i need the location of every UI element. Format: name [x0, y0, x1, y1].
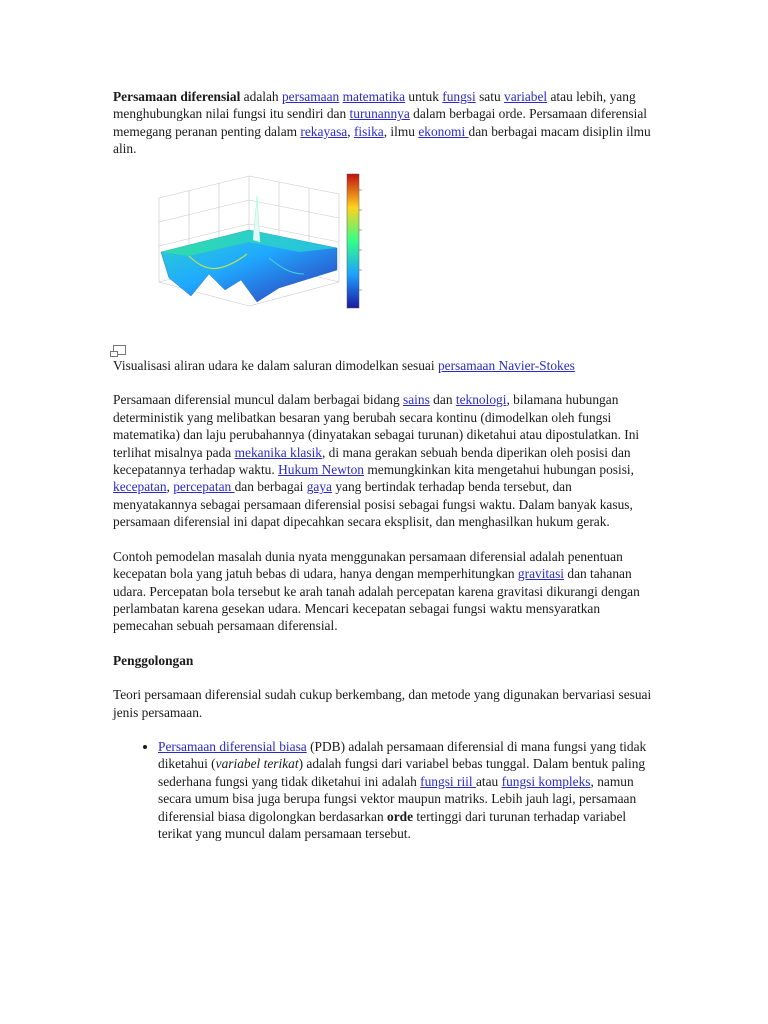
- text: dan berbagai macam disiplin ilmu alin.: [113, 123, 651, 157]
- text: , ilmu: [383, 123, 419, 139]
- text: memungkinkan kita mengetahui hubungan posisi,: [364, 462, 635, 478]
- list-item: [158, 738, 658, 842]
- text: , bilamana hubungan deterministik yang melibatkan besaran yang berubah secara kontinu (dimodelkan oleh fungsi matematika) dan laju perubahannya (dinyatakan sebagai turunan) diketahui atau dipostulatkan. Ini terlihat misalnya pada: [113, 392, 640, 460]
- link-ekonomi[interactable]: ekonomi: [418, 123, 469, 139]
- classification-list: [113, 738, 658, 842]
- text: ) adalah fungsi dari variabel bebas tunggal. Dalam bentuk paling sederhana fungsi yang tidak diketahui ini adalah: [158, 756, 646, 789]
- link-persamaan[interactable]: persamaan: [281, 89, 340, 104]
- text: ,: [347, 123, 354, 139]
- link-pdb[interactable]: Persamaan diferensial biasa: [158, 738, 307, 754]
- term-bold: Persamaan diferensial: [113, 89, 241, 104]
- text: (PDB) adalah persamaan diferensial di mana fungsi yang tidak diketahui (: [158, 738, 647, 772]
- text: Contoh pemodelan masalah dunia nyata menggunakan persamaan diferensial adalah penentuan kecepatan bola yang jatuh bebas di udara, hanya dengan memperhitungkan: [113, 548, 623, 582]
- text: , namun secara umum bisa juga berupa fungsi vektor maupun matriks. Lebih jauh lagi, persamaan diferensial biasa digolongkan berdasarkan: [158, 773, 637, 824]
- velocity-spike: [253, 196, 260, 242]
- text: atau: [475, 773, 502, 789]
- paragraph-2: [113, 391, 658, 530]
- text: untuk: [405, 89, 443, 104]
- link-hukum-newton[interactable]: Hukum Newton: [278, 462, 364, 478]
- section-paragraph: Teori persamaan diferensial sudah cukup berkembang, dan metode yang digunakan bervariasi sesuai jenis persamaan.: [113, 687, 652, 720]
- text: adalah: [240, 89, 282, 104]
- article-body: [113, 88, 658, 842]
- navier-stokes-figure[interactable]: [129, 170, 369, 326]
- colorbar-ticks: [359, 190, 362, 290]
- italic-term: variabel terikat: [215, 756, 299, 772]
- paragraph-3: [113, 548, 658, 635]
- link-matematika[interactable]: matematika: [342, 89, 406, 104]
- figure-caption: [113, 340, 658, 375]
- enlarge-icon[interactable]: [113, 345, 126, 355]
- link-mekanika-klasik[interactable]: mekanika klasik: [234, 444, 322, 460]
- link-rekayasa[interactable]: rekayasa: [300, 123, 348, 139]
- text: satu: [475, 89, 505, 104]
- text: dalam berbagai orde. Persamaan diferensial memegang peranan penting dalam: [113, 106, 648, 139]
- bold-term: orde: [387, 808, 414, 824]
- link-gravitasi[interactable]: gravitasi: [517, 566, 565, 582]
- text: dan: [429, 392, 456, 408]
- text: yang bertindak terhadap benda tersebut, dan menyatakannya sebagai persamaan diferensial posisi sebagai fungsi waktu. Dalam banyak kasus, persamaan diferensial ini dapat dipecahkan secara eksplisit, dan menghasilkan hukum gerak.: [113, 479, 633, 530]
- link-teknologi[interactable]: teknologi: [455, 392, 507, 408]
- link-turunannya[interactable]: turunannya: [349, 106, 410, 122]
- text: tertinggi dari turunan terhadap variabel terikat yang muncul dalam persamaan tersebut.: [158, 808, 627, 841]
- link-fisika[interactable]: fisika: [353, 123, 384, 139]
- section-heading: Penggolongan: [113, 652, 194, 668]
- text: ,: [166, 479, 174, 495]
- text: atau lebih, yang menghubungkan nilai fungsi itu sendiri dan: [113, 89, 636, 122]
- text: , di mana gerakan sebuah benda diperikan oleh posisi dan kecepatannya terhadap waktu.: [113, 444, 631, 478]
- link-fungsi-kompleks[interactable]: fungsi kompleks: [501, 773, 591, 789]
- colorbar: [347, 174, 359, 308]
- text: Persamaan diferensial muncul dalam berbagai bidang: [113, 392, 404, 408]
- link-sains[interactable]: sains: [403, 392, 430, 408]
- surface-plot-image: [129, 170, 369, 326]
- text: dan berbagai: [234, 479, 307, 495]
- link-fungsi[interactable]: fungsi: [442, 89, 476, 104]
- link-percepatan[interactable]: percepatan: [173, 479, 235, 495]
- link-navier-stokes[interactable]: persamaan Navier-Stokes: [437, 358, 575, 374]
- link-gaya[interactable]: gaya: [306, 479, 332, 495]
- link-variabel[interactable]: variabel: [504, 89, 548, 104]
- link-kecepatan[interactable]: kecepatan: [113, 479, 167, 495]
- text: dan tahanan udara. Percepatan bola tersebut ke arah tanah adalah percepatan karena gravitasi dikurangi dengan perlambatan karena gesekan udara. Mencari kecepatan sebagai fungsi waktu mensyaratkan pemecahan sebuah persamaan diferensial.: [113, 566, 640, 634]
- link-fungsi-riil[interactable]: fungsi riil: [420, 773, 476, 789]
- intro-paragraph: [113, 88, 658, 158]
- caption-text: Visualisasi aliran udara ke dalam saluran dimodelkan sesuai: [113, 358, 438, 374]
